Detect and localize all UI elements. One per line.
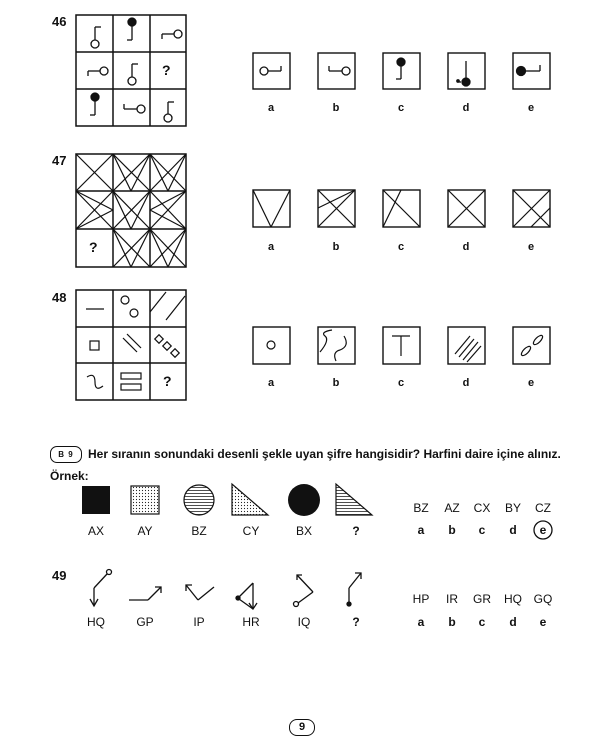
- q48-option-a-box: [253, 327, 290, 364]
- example-striped-triangle: [336, 484, 372, 515]
- q47-option-a-lines: [253, 190, 290, 227]
- example-answer-b-code: AZ: [444, 501, 460, 515]
- q46-key-r2c1: [88, 67, 108, 76]
- example-code-5: BX: [295, 524, 312, 538]
- example-code-4: CY: [242, 524, 260, 538]
- q48-two-circles: [121, 296, 138, 317]
- q48-option-d-slashes: [455, 336, 481, 362]
- q49-answer-e[interactable]: e: [539, 615, 547, 629]
- q48-option-c-t: [392, 336, 410, 356]
- example-answer-d-code: BY: [504, 501, 521, 515]
- example-answer-c[interactable]: c: [478, 523, 486, 537]
- example-answer-a-code: BZ: [413, 501, 429, 515]
- example-code-2: AY: [137, 524, 153, 538]
- q46-option-b-label[interactable]: b: [332, 102, 340, 114]
- q46-missing-mark: ?: [162, 62, 171, 78]
- q47-option-d-lines: [448, 190, 485, 227]
- example-black-square: [82, 486, 110, 514]
- q48-diagonals: [150, 292, 185, 320]
- q46-option-a-key: [260, 66, 281, 75]
- q47-option-a-label[interactable]: a: [267, 241, 275, 253]
- q48-option-e-label[interactable]: e: [527, 377, 535, 389]
- q46-option-d-label[interactable]: d: [462, 102, 470, 114]
- q49-answer-c[interactable]: c: [478, 615, 486, 629]
- example-code-3: BZ: [191, 524, 207, 538]
- q47-missing-mark: ?: [89, 239, 98, 255]
- q47-option-c-lines: [383, 190, 420, 227]
- q49-answer-d-code: HQ: [504, 592, 522, 606]
- q48-missing-mark: ?: [163, 373, 172, 389]
- q49-answer-d[interactable]: d: [509, 615, 517, 629]
- q49-answer-c-code: GR: [473, 592, 491, 606]
- q48-option-a-label[interactable]: a: [267, 377, 275, 389]
- q49-code-1: HQ: [87, 615, 105, 629]
- section-badge-book-icon: B 9: [50, 446, 82, 463]
- example-black-circle: [288, 484, 320, 516]
- q46-option-b-key: [329, 66, 350, 75]
- q48-option-b-waves: [320, 330, 346, 361]
- example-dotted-triangle: [232, 484, 268, 515]
- q49-fig-3: [186, 585, 214, 600]
- question-number-46: 46: [52, 14, 67, 29]
- q46-option-c-label[interactable]: c: [397, 102, 405, 114]
- q49-fig-4: [236, 583, 257, 609]
- q49-answer-b[interactable]: b: [448, 615, 456, 629]
- q49-answer-a[interactable]: a: [417, 615, 425, 629]
- example-dotted-square: [131, 486, 159, 514]
- question-number-48: 48: [52, 290, 67, 305]
- q47-option-e-label[interactable]: e: [527, 241, 535, 253]
- q49-code-5: IQ: [297, 615, 311, 629]
- q48-diamonds: [155, 335, 179, 357]
- question-number-49: 49: [52, 568, 67, 583]
- example-answer-e[interactable]: e: [539, 523, 547, 537]
- example-answer-b[interactable]: b: [448, 523, 456, 537]
- q46-key-r3c2: [124, 104, 145, 113]
- q46-key-r1c3: [162, 30, 182, 39]
- section-instruction: Her sıranın sonundaki desenli şekle uyan şifre hangisidir? Harfini daire içine alınız.: [88, 447, 561, 461]
- q46-option-d-key: [457, 61, 470, 86]
- question-number-47: 47: [52, 153, 67, 168]
- q48-two-bars: [121, 373, 141, 390]
- page-number: 9: [289, 719, 315, 736]
- q48-double-slash: [123, 334, 141, 352]
- example-code-missing: ?: [352, 524, 360, 538]
- example-code-1: AX: [87, 524, 104, 538]
- example-answer-a[interactable]: a: [417, 523, 425, 537]
- q48-option-b-label[interactable]: b: [332, 377, 340, 389]
- example-label: Örnek:: [50, 469, 89, 483]
- q48-option-c-label[interactable]: c: [397, 377, 405, 389]
- q46-option-e-label[interactable]: e: [527, 102, 535, 114]
- q47-option-e-lines: [513, 190, 550, 227]
- q49-code-4: HR: [242, 615, 260, 629]
- q48-wave: [87, 375, 103, 388]
- q46-option-e-key: [517, 65, 541, 76]
- q49-code-2: GP: [136, 615, 154, 629]
- example-answer-d[interactable]: d: [509, 523, 517, 537]
- q46-key-r2c2: [128, 64, 138, 85]
- example-answer-e-code: CZ: [535, 501, 551, 515]
- q48-small-square: [90, 341, 99, 350]
- q49-answer-e-code: GQ: [533, 592, 553, 606]
- q49-code-3: IP: [193, 615, 205, 629]
- q47-option-b-lines: [318, 190, 355, 227]
- q47-option-b-label[interactable]: b: [332, 241, 340, 253]
- q46-key-r3c3: [164, 102, 174, 122]
- q48-option-a-circle: [267, 341, 275, 349]
- q49-code-missing: ?: [352, 615, 360, 629]
- q49-fig-5: [294, 575, 314, 607]
- example-answer-c-code: CX: [473, 501, 491, 515]
- q47-option-a-box: [253, 190, 290, 227]
- q47-option-d-label[interactable]: d: [462, 241, 470, 253]
- q49-answer-a-code: HP: [412, 592, 430, 606]
- q46-key-r1c1: [91, 27, 101, 48]
- q46-option-c-key: [396, 58, 405, 79]
- example-striped-circle: [184, 485, 214, 515]
- q48-option-d-box: [448, 327, 485, 364]
- q49-fig-6: [347, 573, 361, 606]
- q48-option-d-label[interactable]: d: [462, 377, 470, 389]
- q49-fig-1: [90, 570, 112, 607]
- q48-option-e-box: [513, 327, 550, 364]
- q46-key-r3c1: [90, 93, 99, 115]
- q48-option-e-ovals: [520, 334, 544, 357]
- q47-option-c-label[interactable]: c: [397, 241, 405, 253]
- q49-answer-b-code: IR: [446, 592, 458, 606]
- q46-option-a-label[interactable]: a: [267, 102, 275, 114]
- q46-key-r1c2: [127, 18, 136, 40]
- q49-fig-2: [129, 587, 161, 600]
